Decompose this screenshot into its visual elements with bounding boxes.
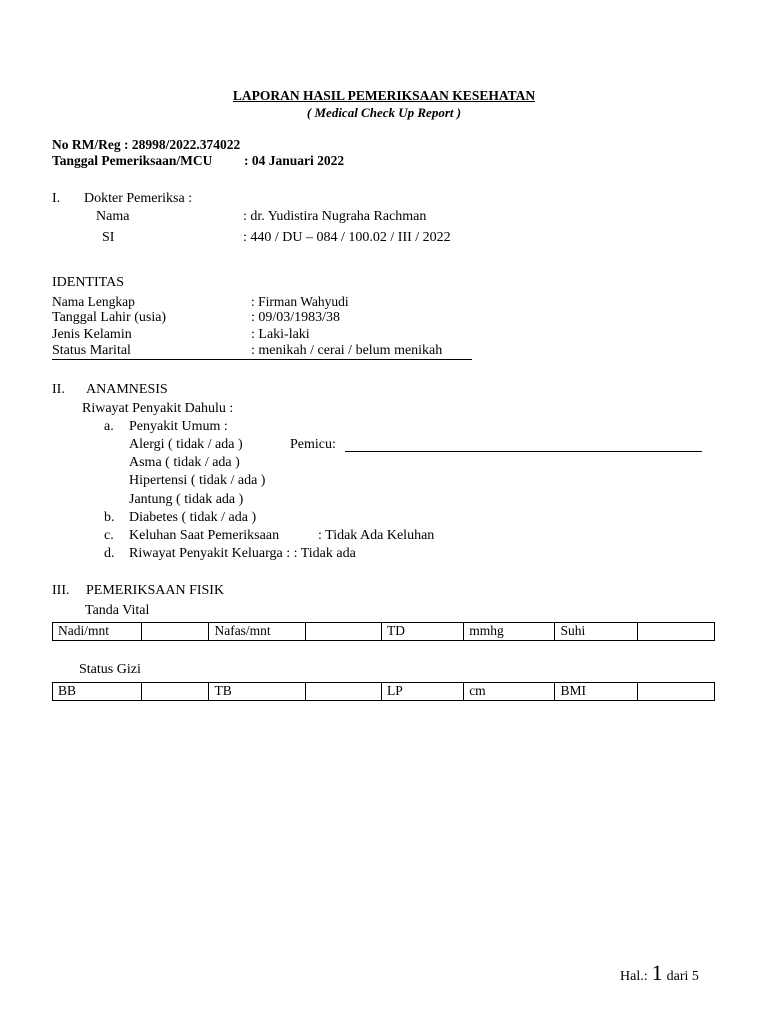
report-title-text: LAPORAN HASIL PEMERIKSAAN KESEHATAN: [232, 88, 536, 103]
item-c-letter: c.: [104, 528, 114, 543]
section2-title: ANAMNESIS: [86, 382, 168, 397]
vital-cell-td: TD: [381, 623, 463, 641]
section3-number: III.: [52, 583, 70, 598]
identity-label-gender: Jenis Kelamin: [52, 327, 132, 342]
gizi-cell-lp: LP: [381, 683, 463, 701]
identity-value-gender: : Laki-laki: [251, 327, 310, 342]
gizi-cell-bb: BB: [53, 683, 142, 701]
vital-cell-mmhg: mmhg: [464, 623, 555, 641]
gizi-cell-bb-value[interactable]: [142, 683, 209, 701]
section3-title: PEMERIKSAAN FISIK: [86, 583, 225, 598]
footer-page-total: dari 5: [666, 969, 699, 984]
alergi-label: Alergi ( tidak / ada ): [129, 437, 243, 452]
identity-label-name: Nama Lengkap: [52, 294, 135, 309]
section1-title: Dokter Pemeriksa :: [84, 191, 193, 206]
pemicu-underline: [345, 451, 702, 452]
item-b-letter: b.: [104, 510, 115, 525]
jantung-label: Jantung ( tidak ada ): [129, 492, 244, 507]
section2-number: II.: [52, 382, 65, 397]
identity-value-marital: : menikah / cerai / belum menikah: [251, 343, 443, 358]
riwayat-label: Riwayat Penyakit Dahulu :: [82, 401, 234, 416]
gizi-cell-bmi: BMI: [555, 683, 637, 701]
gizi-cell-cm: cm: [464, 683, 555, 701]
item-b-label: Diabetes ( tidak / ada ): [129, 510, 257, 525]
item-d-label: Riwayat Penyakit Keluarga : : Tidak ada: [129, 546, 356, 561]
table-row: [53, 623, 715, 641]
item-c-value: : Tidak Ada Keluhan: [318, 528, 435, 543]
identitas-title: IDENTITAS: [52, 275, 124, 290]
hipertensi-label: Hipertensi ( tidak / ada ): [129, 473, 266, 488]
gizi-cell-bmi-value[interactable]: [637, 683, 714, 701]
vital-cell-nafas: Nafas/mnt: [209, 623, 305, 641]
gizi-cell-tb-value[interactable]: [305, 683, 381, 701]
item-a-label: Penyakit Umum :: [129, 419, 228, 434]
doctor-si-label: SI: [102, 230, 115, 245]
vital-cell-suhi-value[interactable]: [637, 623, 714, 641]
pemicu-label: Pemicu:: [290, 437, 336, 452]
doctor-name-label: Nama: [96, 209, 130, 224]
vital-signs-table: [52, 622, 715, 641]
exam-date-value: : 04 Januari 2022: [244, 153, 345, 168]
gizi-cell-tb: TB: [209, 683, 305, 701]
footer-page-number: 1: [651, 960, 663, 985]
report-title: [0, 88, 768, 104]
marital-underline: [52, 359, 472, 360]
item-d-letter: d.: [104, 546, 115, 561]
item-c-label: Keluhan Saat Pemeriksaan: [129, 528, 280, 543]
vital-cell-suhi: Suhi: [555, 623, 637, 641]
doctor-name-value: : dr. Yudistira Nugraha Rachman: [243, 209, 427, 224]
section1-number: I.: [52, 191, 61, 206]
exam-date-label: Tanggal Pemeriksaan/MCU: [52, 153, 213, 168]
vital-cell-nadi-value[interactable]: [142, 623, 209, 641]
report-subtitle: ( Medical Check Up Report ): [306, 105, 462, 120]
registration-number: No RM/Reg : 28998/2022.374022: [52, 137, 241, 152]
asma-label: Asma ( tidak / ada ): [129, 455, 240, 470]
vital-cell-nafas-value[interactable]: [305, 623, 381, 641]
identity-value-dob: : 09/03/1983/38: [251, 310, 341, 325]
gizi-title: Status Gizi: [79, 662, 141, 677]
vital-title: Tanda Vital: [85, 603, 150, 618]
vital-cell-nadi: Nadi/mnt: [53, 623, 142, 641]
identity-value-name: : Firman Wahyudi: [251, 294, 349, 309]
item-a-letter: a.: [104, 419, 114, 434]
doctor-si-value: : 440 / DU – 084 / 100.02 / III / 2022: [243, 230, 451, 245]
table-row: [53, 683, 715, 701]
footer-hal: Hal.:: [620, 969, 648, 984]
nutrition-table: [52, 682, 715, 701]
page-footer: [620, 960, 699, 986]
identity-label-dob: Tanggal Lahir (usia): [52, 310, 167, 325]
identity-label-marital: Status Marital: [52, 343, 131, 358]
